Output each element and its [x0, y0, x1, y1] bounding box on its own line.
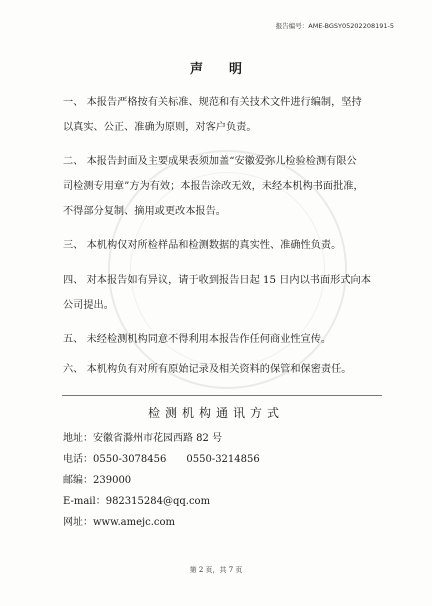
- contact-address: 地址：安徽省滁州市花园西路 82 号: [63, 433, 223, 444]
- statement-6: [63, 357, 393, 382]
- statement-3: [63, 233, 393, 258]
- statement-4-line-1: 四、 对本报告如有异议，请于收到报告日起 15 日内以书面形式向本: [63, 275, 371, 286]
- statement-1-line-1: 一、 本报告严格按有关标准、规范和有关技术文件进行编制，坚持: [63, 97, 362, 108]
- contact-postcode: 邮编：239000: [63, 475, 132, 486]
- statement-5-line-1: 五、 未经检测机构同意不得利用本报告作任何商业性宣传。: [63, 334, 332, 345]
- statement-2: [63, 149, 393, 224]
- statement-5: [63, 327, 393, 352]
- statement-3-line-1: 三、 本机构仅对所检样品和检测数据的真实性、准确性负责。: [63, 240, 342, 251]
- statement-1: [63, 90, 393, 140]
- page-number: 第 2 页，共 7 页: [189, 566, 243, 574]
- contact-website: 网址：www.amejc.com: [63, 517, 176, 528]
- contact-title: 检测机构通讯方式: [147, 406, 284, 420]
- report-number: 报告编号：AME-BGSY05202208191-5: [275, 22, 394, 30]
- statement-1-line-2: 以真实、公正、准确为原则，对客户负责。: [63, 122, 257, 133]
- statement-2-line-1: 二、 本报告封面及主要成果表须加盖“安徽爱弥儿检验检测有限公: [63, 156, 357, 167]
- statement-4-line-2: 公司提出。: [63, 300, 114, 311]
- section-divider: [62, 395, 382, 396]
- contact-email: E-mail：982315284@qq.com: [63, 496, 211, 507]
- statement-2-line-3: 不得部分复制、摘用或更改本报告。: [63, 206, 226, 217]
- page-title: 声明: [189, 62, 268, 77]
- statement-2-line-2: 司检测专用章”方为有效；本报告涂改无效，未经本机构书面批准，: [63, 181, 364, 192]
- statement-6-line-1: 六、 本机构负有对所有原始记录及相关资料的保管和保密责任。: [63, 364, 352, 375]
- statement-4: [63, 268, 393, 318]
- contact-phone: 电话：0550-3078456 0550-3214856: [63, 454, 260, 465]
